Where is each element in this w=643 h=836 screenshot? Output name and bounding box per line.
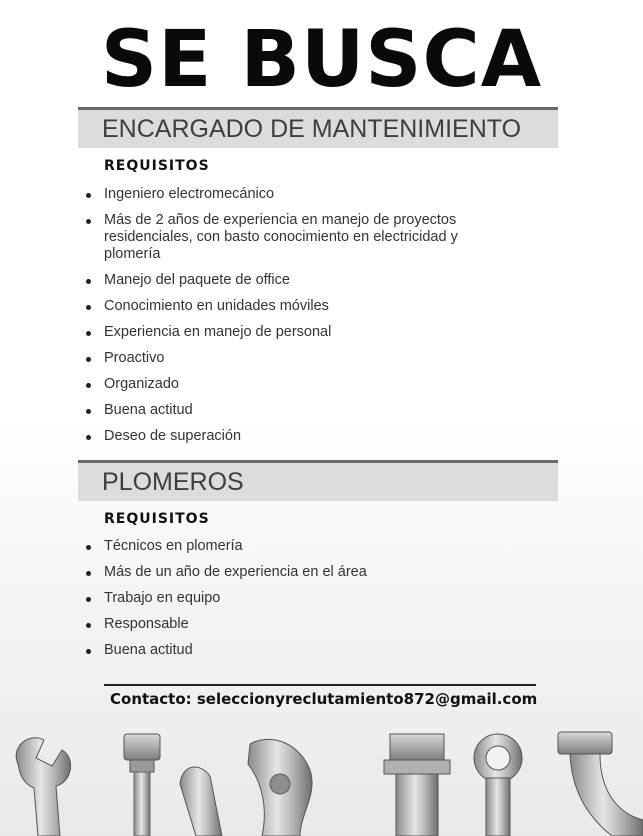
pipe-fitting-icon bbox=[384, 734, 450, 836]
spanner-icon bbox=[474, 734, 522, 836]
requirements-list-plomeros bbox=[104, 538, 504, 659]
list-item: Trabajo en equipo bbox=[104, 590, 504, 607]
list-item: Técnicos en plomería bbox=[104, 538, 504, 555]
list-item: Conocimiento en unidades móviles bbox=[104, 298, 504, 315]
list-item: Buena actitud bbox=[104, 402, 504, 419]
list-item: Más de un año de experiencia en el área bbox=[104, 564, 504, 581]
requirements-list-mantenimiento bbox=[104, 186, 504, 445]
section-title: PLOMEROS bbox=[102, 468, 244, 496]
requirements-label: REQUISITOS bbox=[104, 511, 210, 527]
section-header-plomeros bbox=[78, 460, 558, 501]
list-item: Ingeniero electromecánico bbox=[104, 186, 504, 203]
requirements-label: REQUISITOS bbox=[104, 158, 210, 174]
contact-divider bbox=[104, 684, 536, 686]
list-item: Deseo de superación bbox=[104, 428, 504, 445]
wrench-icon bbox=[16, 738, 70, 836]
list-item: Organizado bbox=[104, 376, 504, 393]
list-item: Proactivo bbox=[104, 350, 504, 367]
hose-icon bbox=[124, 734, 160, 836]
section-header-mantenimiento bbox=[78, 107, 558, 148]
list-item: Responsable bbox=[104, 616, 504, 633]
elbow-pipe-icon bbox=[558, 732, 643, 836]
contact-email: Contacto: seleccionyreclutamiento872@gmail.com bbox=[110, 690, 538, 708]
section-title: ENCARGADO DE MANTENIMIENTO bbox=[102, 115, 522, 143]
headline: SE BUSCA bbox=[100, 15, 543, 105]
list-item: Más de 2 años de experiencia en manejo de proyectos residenciales, con basto conocimiento en electricidad y plomería bbox=[104, 212, 504, 263]
list-item: Buena actitud bbox=[104, 642, 504, 659]
list-item: Experiencia en manejo de personal bbox=[104, 324, 504, 341]
list-item: Manejo del paquete de office bbox=[104, 272, 504, 289]
tools-illustration bbox=[0, 724, 643, 836]
pliers-icon bbox=[180, 739, 312, 836]
